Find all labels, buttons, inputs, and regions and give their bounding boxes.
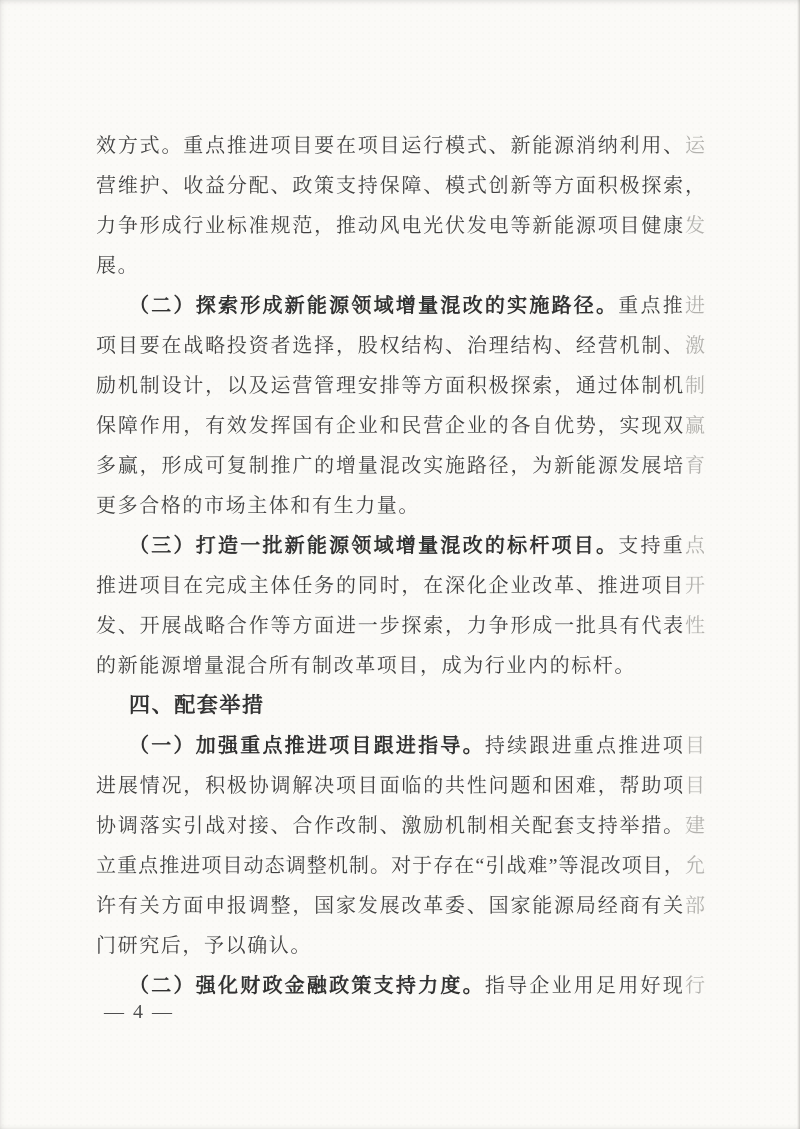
faded-text-segment: 目 xyxy=(685,775,705,797)
text-line xyxy=(96,846,705,886)
text-segment: 更多合格的市场主体和有生力量。 xyxy=(96,495,420,517)
text-segment: 多赢，形成可复制推广的增量混改实施路径，为新能源发展培 xyxy=(96,455,685,477)
bold-text-segment: （一）加强重点推进项目跟进指导。 xyxy=(129,735,485,757)
text-line xyxy=(96,726,705,766)
faded-text-segment: 赢 xyxy=(685,415,705,437)
text-line xyxy=(96,926,705,966)
text-line xyxy=(96,486,705,526)
bold-text-segment: （二）强化财政金融政策支持力度。 xyxy=(129,975,485,997)
text-segment: 展。 xyxy=(96,255,140,277)
text-segment: 推进项目在完成主体任务的同时，在深化企业改革、推进项目 xyxy=(96,575,685,597)
faded-text-segment: 建 xyxy=(685,815,705,837)
text-line xyxy=(96,286,705,326)
text-line xyxy=(96,966,705,1006)
text-segment: 协调落实引战对接、合作改制、激励机制相关配套支持举措。 xyxy=(96,815,685,837)
text-line xyxy=(96,166,705,206)
faded-text-segment: 进 xyxy=(685,295,706,317)
text-segment: 立重点推进项目动态调整机制。对于存在“引战难”等混改项目， xyxy=(96,855,685,877)
text-segment: 持续跟进重点推进项 xyxy=(484,735,686,757)
text-segment: 发、开展战略合作等方面进一步探索，力争形成一批具有代表 xyxy=(96,615,685,637)
faded-text-segment: 育 xyxy=(685,455,705,477)
faded-text-segment: 开 xyxy=(685,575,705,597)
faded-text-segment: 部 xyxy=(685,895,705,917)
text-segment: 进展情况，积极协调解决项目面临的共性问题和困难，帮助项 xyxy=(96,775,685,797)
text-line xyxy=(96,526,705,566)
text-line xyxy=(96,126,705,166)
text-line xyxy=(96,326,705,366)
text-segment: 营维护、收益分配、政策支持保障、模式创新等方面积极探索， xyxy=(96,175,705,197)
page-number: — 4 — xyxy=(104,1001,174,1023)
faded-text-segment: 发 xyxy=(685,215,705,237)
text-line xyxy=(96,206,705,246)
document-text-block xyxy=(96,126,705,1006)
faded-text-segment: 性 xyxy=(685,615,705,637)
text-segment: 项目要在战略投资者选择，股权结构、治理结构、经营机制、 xyxy=(96,335,685,357)
faded-text-segment: 允 xyxy=(685,855,705,877)
text-segment: 力争形成行业标准规范，推动风电光伏发电等新能源项目健康 xyxy=(96,215,685,237)
text-line xyxy=(96,886,705,926)
text-line xyxy=(96,566,705,606)
bold-text-segment: （三）打造一批新能源领域增量混改的标杆项目。 xyxy=(129,535,619,557)
text-segment: 支持重 xyxy=(618,535,686,557)
faded-text-segment: 激 xyxy=(685,335,705,357)
text-segment: 效方式。重点推进项目要在项目运行模式、新能源消纳利用、 xyxy=(96,135,685,157)
text-line xyxy=(96,446,705,486)
text-line xyxy=(96,246,705,286)
text-line xyxy=(96,366,705,406)
text-segment: 许有关方面申报调整，国家发展改革委、国家能源局经商有关 xyxy=(96,895,685,917)
faded-text-segment: 目 xyxy=(685,735,706,757)
faded-text-segment: 制 xyxy=(685,375,705,397)
section-heading-line xyxy=(96,686,705,726)
text-segment: 励机制设计，以及运营管理安排等方面积极探索，通过体制机 xyxy=(96,375,685,397)
text-segment: 门研究后，予以确认。 xyxy=(96,935,312,957)
text-line xyxy=(96,406,705,446)
bold-text-segment: 四、配套举措 xyxy=(129,694,265,717)
text-line xyxy=(96,806,705,846)
bold-text-segment: （二）探索形成新能源领域增量混改的实施路径。 xyxy=(129,295,619,317)
faded-text-segment: 行 xyxy=(685,975,706,997)
text-line xyxy=(96,606,705,646)
faded-text-segment: 运 xyxy=(685,135,705,157)
text-segment: 指导企业用足用好现 xyxy=(484,975,686,997)
text-segment: 的新能源增量混合所有制改革项目，成为行业内的标杆。 xyxy=(96,655,636,677)
faded-text-segment: 点 xyxy=(685,535,706,557)
text-line xyxy=(96,646,705,686)
text-segment: 重点推 xyxy=(618,295,686,317)
text-segment: 保障作用，有效发挥国有企业和民营企业的各自优势，实现双 xyxy=(96,415,685,437)
text-line xyxy=(96,766,705,806)
